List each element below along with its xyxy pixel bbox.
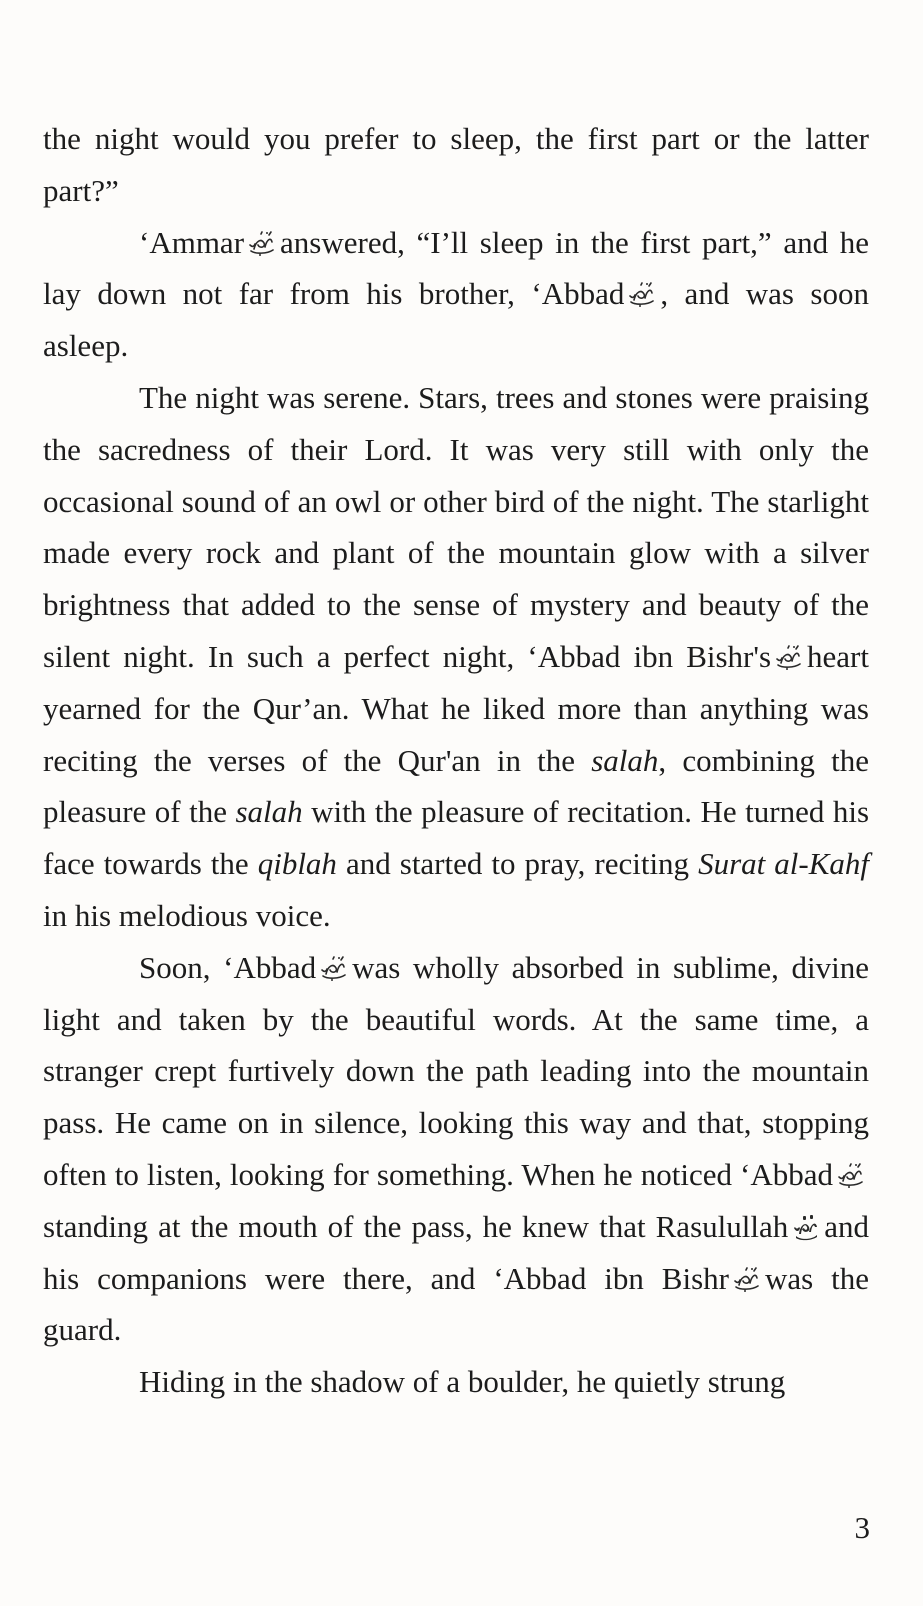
text-run: was the guard. (43, 1260, 870, 1348)
radiyallahu-anhu-icon (319, 954, 349, 982)
text-run: answered, “I’ll sleep in the first part,” and he lay down not far from his brother, ‘Abbad (43, 224, 869, 312)
paragraph-1-text: the night would you prefer to sleep, the first part or the latter part?” (43, 121, 869, 208)
text-run: , and was soon asleep. (43, 276, 869, 364)
sallallahu-alayhi-wasallam-icon (791, 1213, 821, 1241)
paragraph-3 (43, 372, 869, 942)
body-text (43, 113, 869, 1408)
text-run: Soon, ‘Abbad (139, 949, 317, 985)
radiyallahu-anhu-icon (732, 1265, 762, 1293)
page-number: 3 (854, 1510, 870, 1545)
radiyallahu-anhu-icon (774, 643, 804, 671)
text-run: standing at the mouth of the pass, he knew that Rasulullah (43, 1208, 789, 1244)
text-run: ‘Ammar (139, 224, 245, 260)
italic-term-salah: salah (235, 794, 303, 830)
italic-term-qiblah: qiblah (257, 846, 337, 882)
radiyallahu-anhu-icon (247, 229, 277, 257)
paragraph-4 (43, 942, 869, 1356)
italic-term-salah: salah (591, 742, 659, 778)
radiyallahu-anhu-icon (627, 280, 657, 308)
paragraph-5 (43, 1356, 869, 1408)
paragraph-1 (43, 113, 869, 217)
paragraph-2 (43, 217, 869, 372)
text-run: , combining the pleasure of the (43, 742, 869, 830)
radiyallahu-anhu-icon (836, 1161, 866, 1189)
text-run: Hiding in the shadow of a boulder, he quietly strung (139, 1364, 786, 1400)
italic-term-surat-al-kahf: Surat al-Kahf (698, 846, 870, 882)
text-run: with the pleasure of recitation. He turned his face towards the (43, 794, 870, 882)
text-run: in his melodious voice. (43, 897, 331, 933)
text-run: heart yearned for the Qur’an. What he liked more than anything was reciting the verses of the Qur'an in the (43, 638, 869, 778)
text-run: The night was serene. Stars, trees and stones were praising the sacredness of their Lord. It was very still with only the occasional sound of an owl or other bird of the night. The starlight made every rock and plant of the mountain glow with a silver brightness that added to the sense of mystery and beauty of the silent night. In such a perfect night, ‘Abbad ibn Bishr's (43, 379, 869, 674)
text-run: was wholly absorbed in sublime, divine light and taken by the beautiful words. At the same time, a stranger crept furtively down the path leading into the mountain pass. He came on in silence, looking this way and that, stopping often to listen, looking for something. When he noticed ‘Abbad (43, 949, 869, 1192)
text-run: and his companions were there, and ‘Abbad ibn Bishr (43, 1208, 869, 1296)
text-run: and started to pray, reciting (345, 846, 690, 882)
